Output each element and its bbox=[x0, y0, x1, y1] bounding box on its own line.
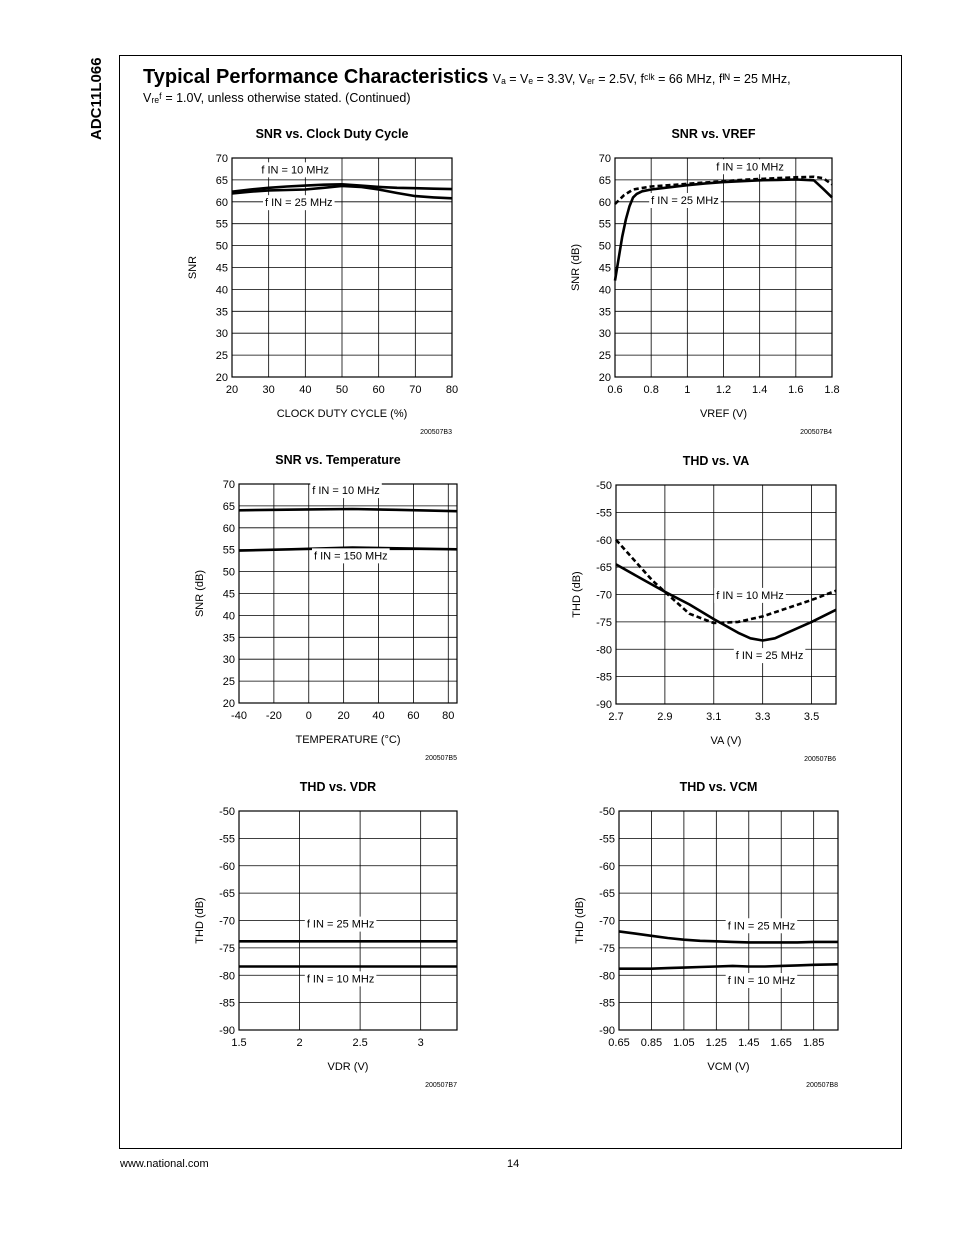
y-tick-label: -70 bbox=[219, 915, 235, 928]
conditions-line-1: Vₐ = Vₑ = 3.3V, Vₑᵣ = 2.5V, fᶜˡᵏ = 66 MHz, fᴵᴺ = 25 MHz, bbox=[492, 72, 791, 86]
chart-thd-vs-vcm bbox=[560, 770, 860, 1090]
y-tick-label: -80 bbox=[596, 644, 612, 657]
y-tick-label: -90 bbox=[596, 699, 612, 711]
chart-snr-vs-temperature bbox=[180, 445, 480, 765]
x-tick-label: 0.6 bbox=[607, 384, 623, 396]
x-tick-label: 3.5 bbox=[803, 711, 820, 723]
y-tick-label: -50 bbox=[596, 480, 612, 492]
chart-title: SNR vs. VREF bbox=[671, 127, 756, 141]
x-tick-label: -40 bbox=[231, 710, 247, 722]
y-tick-label: -70 bbox=[599, 915, 615, 928]
y-tick-label: 30 bbox=[598, 328, 611, 341]
x-tick-label: 3.3 bbox=[755, 711, 771, 723]
x-tick-label: 1.05 bbox=[673, 1037, 695, 1049]
y-tick-label: -70 bbox=[596, 589, 612, 602]
y-tick-label: 70 bbox=[215, 153, 228, 165]
y-tick-label: 70 bbox=[598, 153, 611, 165]
x-tick-label: 0.65 bbox=[608, 1037, 630, 1049]
x-tick-label: 40 bbox=[372, 710, 385, 722]
series-annotation: f IN = 25 MHz bbox=[735, 650, 804, 663]
y-tick-label: 25 bbox=[598, 350, 611, 363]
x-tick-label: 20 bbox=[337, 710, 350, 722]
chart-title: SNR vs. Temperature bbox=[275, 453, 401, 467]
x-tick-label: 2.9 bbox=[657, 711, 673, 723]
figure-id: 200507B7 bbox=[425, 1082, 457, 1089]
y-tick-label: 50 bbox=[215, 240, 228, 253]
x-tick-label: 2 bbox=[296, 1037, 303, 1049]
y-axis-label: THD (dB) bbox=[571, 571, 583, 618]
conditions-line-2: Vᵣₑᶠ = 1.0V, unless otherwise stated. (Continued) bbox=[143, 91, 411, 105]
x-tick-label: 3 bbox=[417, 1037, 424, 1049]
x-tick-label: 40 bbox=[299, 384, 312, 396]
y-tick-label: -65 bbox=[596, 562, 612, 575]
series-line-1 bbox=[239, 509, 457, 511]
x-tick-label: 1.2 bbox=[715, 384, 732, 396]
x-tick-label: 1.45 bbox=[738, 1037, 760, 1049]
x-tick-label: 0.85 bbox=[640, 1037, 663, 1049]
x-axis-label: CLOCK DUTY CYCLE (%) bbox=[276, 408, 408, 420]
footer-website: www.national.com bbox=[120, 1158, 209, 1170]
x-axis-label: TEMPERATURE (°C) bbox=[295, 734, 401, 746]
y-axis-label: SNR (dB) bbox=[194, 569, 206, 618]
x-tick-label: 20 bbox=[225, 384, 239, 396]
y-tick-label: -65 bbox=[599, 888, 615, 901]
y-tick-label: -55 bbox=[596, 507, 612, 520]
chart-snr-vs-vref bbox=[560, 120, 860, 440]
y-tick-label: -90 bbox=[599, 1025, 615, 1037]
y-tick-label: 25 bbox=[215, 350, 228, 363]
x-tick-label: 80 bbox=[445, 384, 459, 396]
series-line-1 bbox=[616, 540, 836, 623]
figure-id: 200507B3 bbox=[420, 429, 452, 436]
section-title: Typical Performance Characteristics bbox=[143, 66, 489, 88]
series-annotation: f IN = 25 MHz bbox=[306, 918, 375, 931]
x-axis-label: VREF (V) bbox=[699, 408, 748, 420]
series-annotation: f IN = 25 MHz bbox=[727, 920, 796, 933]
y-axis-label: THD (dB) bbox=[194, 897, 206, 944]
y-tick-label: -65 bbox=[219, 888, 235, 901]
y-tick-label: 55 bbox=[598, 218, 611, 231]
x-tick-label: 1.5 bbox=[231, 1037, 247, 1049]
side-title bbox=[88, 52, 116, 152]
y-axis-label: THD (dB) bbox=[574, 897, 586, 944]
chart-title: THD vs. VA bbox=[682, 454, 750, 468]
y-tick-label: 60 bbox=[215, 196, 228, 209]
x-tick-label: 3.1 bbox=[706, 711, 722, 723]
x-tick-label: 30 bbox=[262, 384, 275, 396]
x-tick-label: 60 bbox=[372, 384, 385, 396]
chart-thd-vs-va bbox=[560, 445, 860, 765]
x-tick-label: 1.25 bbox=[705, 1037, 728, 1049]
y-tick-label: -55 bbox=[219, 833, 235, 846]
y-tick-label: 50 bbox=[222, 566, 235, 579]
figure-id: 200507B8 bbox=[806, 1082, 838, 1089]
x-axis-label: VDR (V) bbox=[327, 1061, 369, 1073]
y-tick-label: -80 bbox=[599, 970, 615, 983]
y-tick-label: -50 bbox=[599, 806, 615, 818]
y-tick-label: 70 bbox=[222, 479, 235, 491]
x-tick-label: 70 bbox=[409, 384, 422, 396]
y-tick-label: 40 bbox=[222, 610, 235, 623]
x-tick-label: 0.8 bbox=[643, 384, 659, 396]
y-tick-label: -85 bbox=[596, 671, 612, 684]
series-annotation: f IN = 25 MHz bbox=[651, 194, 719, 207]
y-tick-label: -85 bbox=[219, 997, 235, 1010]
y-tick-label: -90 bbox=[219, 1025, 235, 1037]
y-axis-label: SNR bbox=[187, 255, 199, 280]
x-tick-label: 1.4 bbox=[752, 384, 768, 396]
y-tick-label: 60 bbox=[598, 196, 611, 209]
series-line-2 bbox=[619, 964, 838, 968]
series-annotation: f IN = 10 MHz bbox=[261, 164, 329, 177]
figure-id: 200507B4 bbox=[800, 429, 832, 436]
y-tick-label: 30 bbox=[215, 328, 228, 341]
y-axis-label: SNR (dB) bbox=[570, 243, 582, 292]
y-tick-label: 20 bbox=[215, 372, 228, 384]
y-tick-label: -60 bbox=[599, 860, 615, 873]
y-tick-label: 45 bbox=[222, 588, 235, 601]
y-tick-label: 45 bbox=[598, 262, 611, 275]
y-tick-label: 40 bbox=[598, 284, 611, 297]
y-tick-label: 35 bbox=[222, 632, 235, 645]
series-annotation: f IN = 10 MHz bbox=[727, 975, 796, 988]
x-tick-label: 1.85 bbox=[802, 1037, 825, 1049]
x-tick-label: 1.6 bbox=[788, 384, 804, 396]
section-heading bbox=[143, 66, 791, 89]
y-tick-label: 55 bbox=[222, 544, 235, 557]
chart-title: THD vs. VDR bbox=[299, 780, 377, 794]
x-tick-label: 2.7 bbox=[608, 711, 624, 723]
x-axis-label: VCM (V) bbox=[707, 1061, 750, 1073]
series-annotation: f IN = 25 MHz bbox=[265, 197, 333, 210]
y-tick-label: 65 bbox=[222, 500, 235, 513]
x-tick-label: 1.65 bbox=[770, 1037, 792, 1049]
series-annotation: f IN = 10 MHz bbox=[312, 485, 380, 498]
series-annotation: f IN = 10 MHz bbox=[306, 973, 375, 986]
chart-title: THD vs. VCM bbox=[679, 780, 758, 794]
y-tick-label: -60 bbox=[596, 534, 612, 547]
x-tick-label: 2.5 bbox=[352, 1037, 368, 1049]
y-tick-label: -75 bbox=[599, 942, 615, 955]
footer-page-number: 14 bbox=[507, 1158, 520, 1170]
y-tick-label: 25 bbox=[222, 676, 235, 689]
y-tick-label: 65 bbox=[598, 174, 611, 187]
y-tick-label: 55 bbox=[215, 218, 228, 231]
x-tick-label: 80 bbox=[442, 710, 455, 722]
y-tick-label: 35 bbox=[215, 306, 228, 319]
chart-title: SNR vs. Clock Duty Cycle bbox=[255, 127, 409, 141]
x-axis-label: VA (V) bbox=[710, 735, 742, 747]
x-tick-label: 0 bbox=[305, 710, 312, 722]
chart-snr-vs-duty-cycle bbox=[180, 120, 480, 440]
y-tick-label: 20 bbox=[222, 698, 235, 710]
y-tick-label: -85 bbox=[599, 997, 615, 1010]
series-annotation: f IN = 10 MHz bbox=[716, 589, 784, 602]
y-tick-label: 45 bbox=[215, 262, 228, 275]
y-tick-label: 60 bbox=[222, 522, 235, 535]
chart-thd-vs-vdr bbox=[180, 770, 480, 1090]
x-tick-label: 50 bbox=[335, 384, 349, 396]
series-annotation: f IN = 10 MHz bbox=[716, 161, 784, 174]
y-tick-label: 40 bbox=[215, 284, 228, 297]
y-tick-label: -50 bbox=[219, 806, 235, 818]
y-tick-label: 65 bbox=[215, 174, 228, 187]
y-tick-label: 20 bbox=[598, 372, 611, 384]
part-number: ADC11L066 bbox=[88, 57, 105, 140]
figure-id: 200507B5 bbox=[425, 755, 457, 762]
figure-id: 200507B6 bbox=[804, 756, 836, 763]
y-tick-label: -55 bbox=[599, 833, 615, 846]
y-tick-label: 30 bbox=[222, 654, 235, 667]
y-tick-label: 50 bbox=[598, 240, 611, 253]
x-tick-label: 60 bbox=[407, 710, 420, 722]
x-tick-label: -20 bbox=[265, 710, 282, 722]
x-tick-label: 1 bbox=[684, 384, 691, 396]
y-tick-label: -75 bbox=[219, 942, 235, 955]
y-tick-label: -80 bbox=[219, 970, 235, 983]
y-tick-label: -60 bbox=[219, 860, 235, 873]
x-tick-label: 1.8 bbox=[824, 384, 840, 396]
y-tick-label: 35 bbox=[598, 306, 611, 319]
series-annotation: f IN = 150 MHz bbox=[313, 550, 388, 563]
y-tick-label: -75 bbox=[596, 616, 612, 629]
